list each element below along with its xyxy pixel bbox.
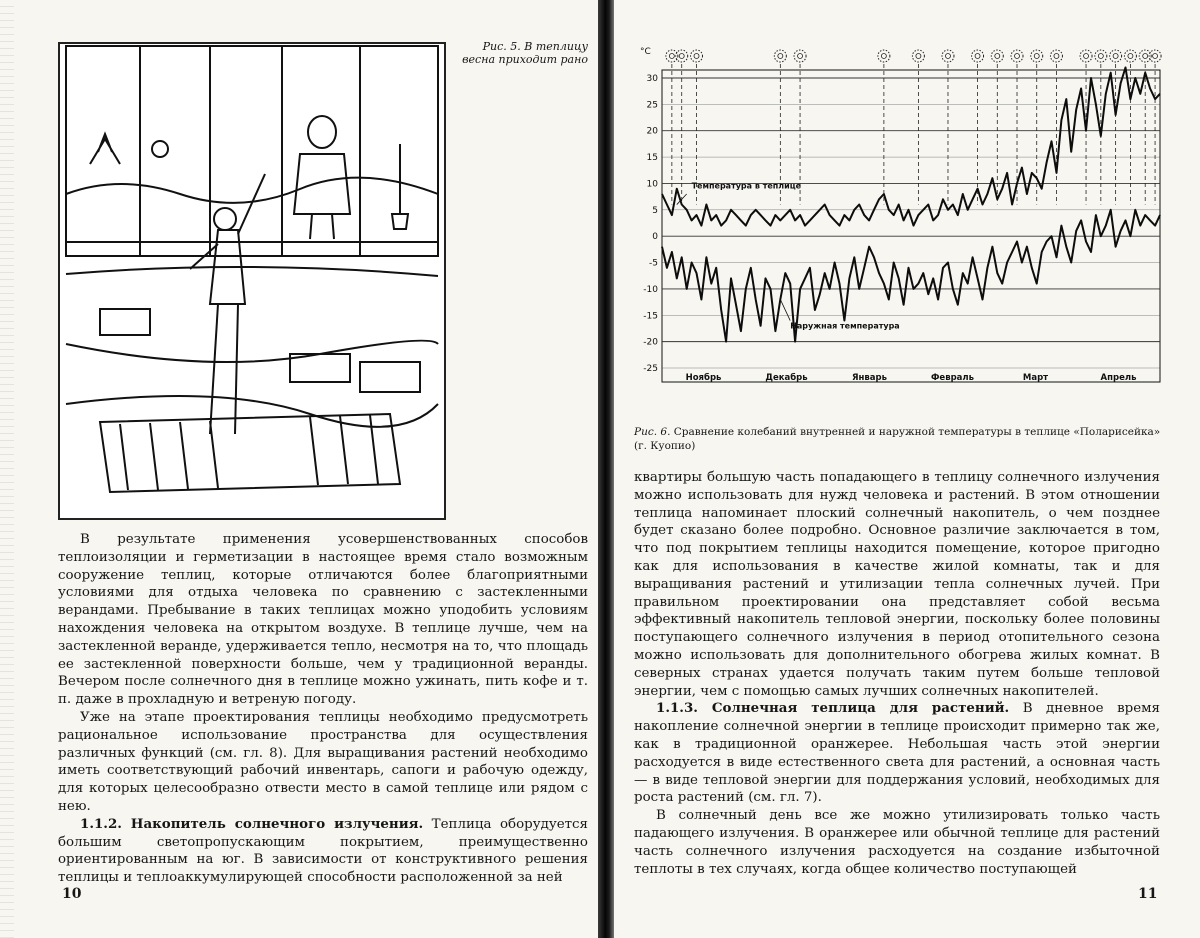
y-tick-label: -10 <box>643 284 658 295</box>
greenhouse-illustration <box>58 42 446 520</box>
sun-icon <box>1110 50 1122 62</box>
y-tick-label: 15 <box>646 153 658 164</box>
sun-icon-core <box>669 54 674 59</box>
sun-icon-core <box>798 54 803 59</box>
month-label: Апрель <box>1100 373 1137 383</box>
month-label: Январь <box>852 373 887 383</box>
y-tick-label: 25 <box>646 100 658 111</box>
sun-icon <box>1095 50 1107 62</box>
month-label: Февраль <box>931 373 974 383</box>
sun-icon <box>1011 50 1023 62</box>
sun-icon-core <box>778 54 783 59</box>
paragraph: Уже на этапе проектирования теплицы необходимо предусмотреть рациональное использование пространства для осуществления различных функций (см. гл. 8). Для выращивания растений необходимо иметь соответствующий рабочий инвентарь, сапоги и рабочую одежду, для которых целесообразно отвести место в самой теплице или рядом с нею. <box>58 709 588 814</box>
sun-icon-core <box>945 54 950 59</box>
paragraph: В солнечный день все же можно утилизировать только часть падающего излучения. В оранжерее или обычной теплице для растений часть солнечного излучения расходуется на создание избыточной теплоты в тех случаях, когда общее количество поступающей <box>634 808 1160 877</box>
sun-icon <box>878 50 890 62</box>
sun-icon <box>912 50 924 62</box>
sun-icon-core <box>1143 54 1148 59</box>
sun-icon-core <box>1015 54 1020 59</box>
sun-icon-core <box>679 54 684 59</box>
page-number-left: 10 <box>62 886 82 902</box>
y-tick-label: -25 <box>643 364 658 374</box>
sun-icon-core <box>1098 54 1103 59</box>
chart-canvas <box>630 38 1170 422</box>
y-tick-label: -15 <box>643 311 658 322</box>
y-tick-label: -20 <box>643 337 658 348</box>
sun-icon-core <box>1034 54 1039 59</box>
paragraph: В результате применения усовершенствованных способов теплоизоляции и герметизации в настоящее время стало возможным сооружение теплиц, которые отличаются более благоприятными условиями для отдыха человека по сравнению с застекленными верандами. Пребывание в таких теплицах можно уподобить условиям нахождения человека на открытом воздухе. В теплице лучше, чем на застекленной веранде, удерживается тепло, несмотря на то, что площадь ее застекленной поверхности больше, чем у традиционной веранды. Вечером после солнечного дня в теплице можно ужинать, пить кофе и т. п. даже в прохладную и ветреную погоду. <box>58 532 588 708</box>
sun-icon <box>794 50 806 62</box>
y-tick-label: 10 <box>646 179 658 190</box>
section-heading: 1.1.3. Солнечная теплица для растений. <box>656 700 1010 717</box>
book-spine <box>598 0 614 938</box>
temperature-chart <box>630 38 1170 422</box>
sun-icon <box>942 50 954 62</box>
section-paragraph <box>634 700 1160 807</box>
figure-6-label: Рис. 6. <box>634 426 671 438</box>
figure-6-caption <box>634 426 1164 453</box>
y-tick-label: 0 <box>652 232 658 243</box>
section-heading: 1.1.2. Накопитель солнечного излучения. <box>80 815 424 832</box>
figure-5-text: В теплицу весна приходит рано <box>462 40 588 66</box>
greenhouse-drawing <box>60 44 444 518</box>
paragraph: квартиры большую часть попадающего в теплицу солнечного излучения можно использовать для нужд человека и растений. В этом отношении теплица напоминает плоский солнечный накопитель, о чем позднее будет сказано более подробно. Основное различие заключается в том, что под покрытием теплицы находится помещение, которое пригодно как для использования в качестве жилой комнаты, так и для выращивания растений и утилизации тепла солнечных лучей. При правильном проектировании она представляет собой весьма эффективный накопитель тепловой энергии, поскольку более половины поступающего солнечного излучения в период отопительного сезона можно использовать для дополнительного обогрева жилых комнат. В северных странах удается получать таким путем больше тепловой энергии, чем с помощью самых лучших солнечных накопителей. <box>634 470 1160 699</box>
series-label-pointer <box>780 299 790 320</box>
sun-icon-core <box>995 54 1000 59</box>
sun-icon-core <box>1153 54 1158 59</box>
left-page-body <box>58 531 588 887</box>
month-label: Март <box>1022 373 1049 383</box>
series-label-outside: Наружная температура <box>790 321 900 331</box>
y-tick-label: -5 <box>649 258 658 269</box>
sun-icon-core <box>1128 54 1133 59</box>
sun-icon-core <box>1084 54 1089 59</box>
sun-icon <box>1050 50 1062 62</box>
sun-icon-core <box>881 54 886 59</box>
right-page-body <box>634 469 1160 878</box>
sun-icon <box>972 50 984 62</box>
figure-6-text: Сравнение колебаний внутренней и наружной температуры в теплице «Поларисейка» (г. Куопио) <box>634 426 1161 452</box>
sun-icon <box>1080 50 1092 62</box>
y-tick-label: 30 <box>646 74 658 84</box>
section-text: В дневное время накопление солнечной энергии в теплице происходит примерно так же, как в традиционной оранжерее. Небольшая часть этой энергии расходуется в виде естественного света для растений, а основная часть — в виде тепловой энергии для поддержания условий, необходимых для роста растений (см. гл. 7). <box>634 701 1160 806</box>
sun-icon <box>1031 50 1043 62</box>
month-label: Декабрь <box>765 373 808 383</box>
sun-icon-core <box>694 54 699 59</box>
sun-icon-core <box>975 54 980 59</box>
sun-icon <box>1124 50 1136 62</box>
section-paragraph <box>58 816 588 887</box>
sun-icon <box>991 50 1003 62</box>
sun-icon-core <box>916 54 921 59</box>
y-tick-label: 20 <box>646 126 658 137</box>
sun-icon-core <box>1054 54 1059 59</box>
series-line-outside <box>662 210 1160 342</box>
sun-icon-core <box>1113 54 1118 59</box>
y-unit-label: °C <box>640 47 651 57</box>
page-edge <box>0 0 14 938</box>
sun-icon <box>691 50 703 62</box>
page-number-right: 11 <box>1138 886 1158 902</box>
series-label-greenhouse: Температура в теплице <box>691 181 802 191</box>
month-label: Ноябрь <box>685 373 722 383</box>
figure-5-caption <box>462 40 588 66</box>
y-tick-label: 5 <box>652 205 658 216</box>
sun-icon <box>774 50 786 62</box>
section-text: Теплица оборудуется большим светопропускающим покрытием, преимущественно ориентированным на юг. В зависимости от конструктивного решения теплицы и теплоаккумулирующей способности расположенной за ней <box>58 816 588 886</box>
figure-5-label: Рис. 5. <box>482 40 521 53</box>
series-line-greenhouse <box>662 68 1160 226</box>
